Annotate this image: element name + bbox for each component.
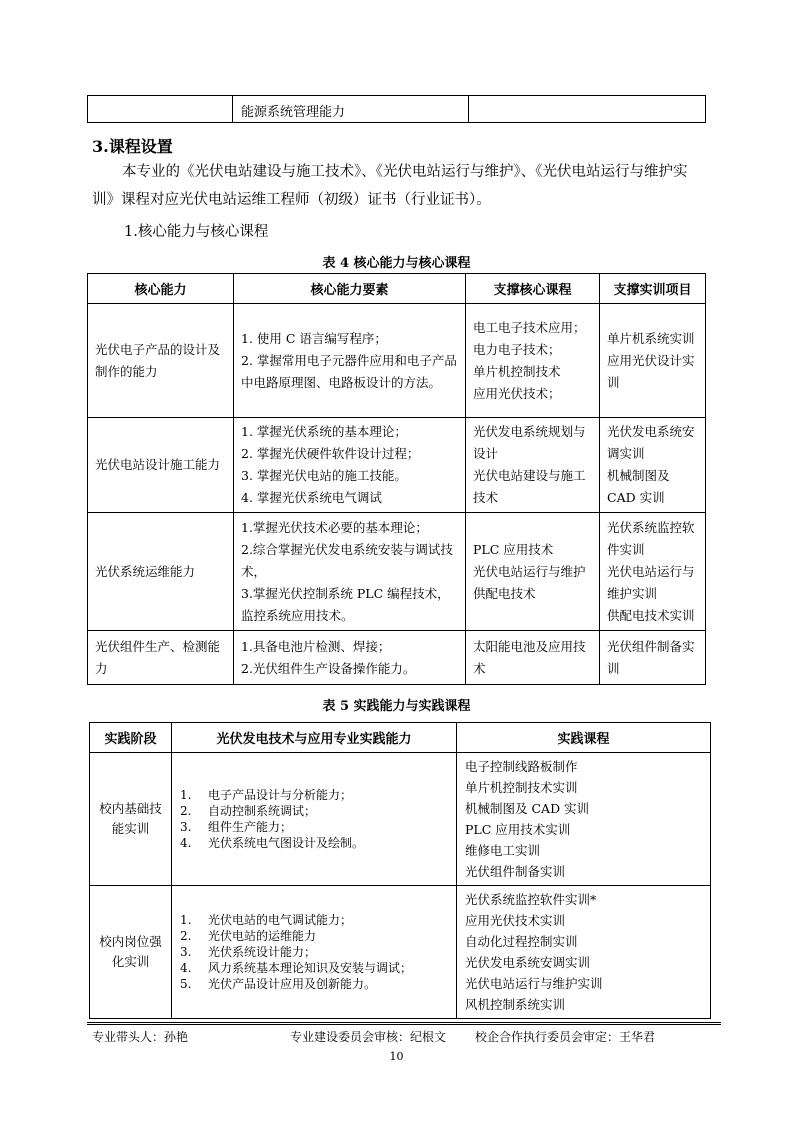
training-item: 光伏发电系统安调实训 [607, 424, 695, 461]
list-item: 4. 光伏系统电气图设计及绘制。 [180, 836, 365, 850]
course-item: 供配电技术 [473, 585, 536, 601]
element-item: 1. 掌握光伏系统的基本理论； [241, 424, 407, 439]
element-item: 2.综合掌握光伏发电系统安装与调试技术， [241, 541, 453, 579]
course-item: 光伏电站运行与维护 [473, 563, 586, 579]
course-item: 电力电子技术； [473, 341, 561, 357]
element-item: 3.掌握光伏控制系统 PLC 编程技术，监控系统应用技术。 [241, 585, 450, 623]
table-row [88, 304, 706, 418]
courses-cell [457, 886, 711, 1019]
list-item: 1. 电子产品设计与分析能力； [180, 788, 353, 802]
table4-header: 支撑核心课程 [466, 274, 600, 304]
top-table-cell: 能源系统管理能力 [233, 96, 469, 122]
stage-cell: 校内岗位强化实训 [90, 886, 172, 1019]
element-item: 3. 掌握光伏电站的施工技能。 [241, 468, 407, 483]
table-row [88, 513, 706, 631]
element-item: 1. 使用 C 语言编写程序； [241, 330, 387, 346]
courses-cell: 太阳能电池及应用技术 [466, 631, 600, 685]
course-item: 光伏组件制备实训 [465, 864, 566, 879]
top-table-cell-empty [88, 96, 233, 122]
abilities-cell [172, 886, 457, 1019]
list-item: 2. 自动控制系统调试； [180, 804, 317, 818]
practice-table [89, 722, 711, 1019]
top-table-cell-empty [469, 96, 705, 122]
subheading: 1.核心能力与核心课程 [124, 224, 269, 240]
training-item: 光伏系统监控软件实训 [607, 519, 695, 557]
course-item: 风机控制系统实训 [465, 997, 566, 1012]
list-item: 3. 光伏系统设计能力； [180, 945, 317, 959]
footer-school: 校企合作执行委员会审定：王华君 [475, 1030, 656, 1044]
courses-cell [466, 513, 600, 631]
elements-cell [234, 631, 466, 685]
table-row [90, 886, 711, 1019]
list-item: 3. 组件生产能力； [180, 820, 293, 834]
course-item: 电工电子技术应用； [473, 319, 586, 335]
stage-cell: 校内基础技能实训 [90, 753, 172, 886]
element-item: 1.具备电池片检测、焊接； [241, 638, 391, 654]
ability-cell: 光伏电子产品的设计及制作的能力 [88, 304, 234, 418]
element-item: 4. 掌握光伏系统电气调试 [241, 490, 382, 505]
training-item: 单片机系统实训 [607, 330, 695, 346]
course-item: 光伏电站建设与施工技术 [473, 468, 586, 505]
elements-cell [234, 304, 466, 418]
footer-committee: 专业建设委员会审核：纪根文 [290, 1030, 447, 1044]
list-item: 1. 光伏电站的电气调试能力； [180, 913, 353, 927]
course-item: 单片机控制技术 [473, 363, 561, 379]
training-cell: 光伏组件制备实训 [600, 631, 706, 685]
course-item: 光伏电站运行与维护实训 [465, 976, 603, 991]
abilities-cell [172, 753, 457, 886]
table5-header: 光伏发电技术与应用专业实践能力 [172, 723, 457, 753]
table-row [90, 753, 711, 886]
ability-cell: 光伏电站设计施工能力 [88, 418, 234, 513]
table-row [88, 418, 706, 513]
course-item: 机械制图及 CAD 实训 [465, 801, 590, 816]
elements-cell [234, 513, 466, 631]
training-item: 应用光伏设计实训 [607, 352, 695, 390]
element-item: 2. 掌握常用电子元器件应用和电子产品中电路原理图、电路板设计的方法。 [241, 352, 457, 390]
elements-cell [234, 418, 466, 513]
list-item: 2. 光伏电站的运维能力 [180, 929, 317, 943]
course-item: 单片机控制技术实训 [465, 780, 578, 795]
courses-cell [466, 418, 600, 513]
table-row [88, 631, 706, 685]
table5-header: 实践阶段 [90, 723, 172, 753]
training-item: 机械制图及 CAD 实训 [607, 468, 670, 505]
course-item: 自动化过程控制实训 [465, 934, 578, 949]
courses-cell [457, 753, 711, 886]
ability-cell: 光伏系统运维能力 [88, 513, 234, 631]
table4-caption: 表 4 核心能力与核心课程 [322, 256, 471, 271]
list-item: 4. 风力系统基本理论知识及安装与调试； [180, 961, 413, 975]
course-item: 应用光伏技术实训 [465, 913, 566, 928]
footer-rule [87, 1022, 721, 1025]
section-heading: 3.课程设置 [92, 137, 173, 156]
training-cell [600, 513, 706, 631]
course-item: 光伏发电系统安调实训 [465, 955, 591, 970]
body-paragraph: 本专业的《光伏电站建设与施工技术》、《光伏电站运行与维护》、《光伏电站运行与维护实训》课程对应光伏电站运维工程师（初级）证书（行业证书）。 [92, 164, 688, 208]
course-item: 光伏系统监控软件实训* [465, 892, 597, 907]
core-ability-table [87, 273, 706, 685]
table4-header: 核心能力要素 [234, 274, 466, 304]
table5-header: 实践课程 [457, 723, 711, 753]
page-number: 10 [389, 1050, 404, 1063]
course-item: 电子控制线路板制作 [465, 759, 578, 774]
element-item: 2. 掌握光伏硬件软件设计过程； [241, 446, 420, 461]
training-item: 光伏电站运行与维护实训 [607, 563, 695, 601]
training-cell [600, 418, 706, 513]
course-item: PLC 应用技术 [473, 541, 554, 557]
course-item: 应用光伏技术； [473, 385, 561, 401]
training-cell [600, 304, 706, 418]
table5-caption: 表 5 实践能力与实践课程 [322, 699, 471, 714]
top-table-remnant [87, 95, 706, 123]
element-item: 1.掌握光伏技术必要的基本理论； [241, 519, 428, 535]
element-item: 2.光伏组件生产设备操作能力。 [241, 660, 416, 676]
list-item: 5. 光伏产品设计应用及创新能力。 [180, 977, 377, 991]
footer-leader: 专业带头人：孙艳 [92, 1030, 189, 1044]
training-item: 供配电技术实训 [607, 607, 695, 623]
course-item: PLC 应用技术实训 [465, 822, 571, 837]
course-item: 维修电工实训 [465, 843, 541, 858]
courses-cell [466, 304, 600, 418]
table4-header: 核心能力 [88, 274, 234, 304]
table4-header: 支撑实训项目 [600, 274, 706, 304]
course-item: 光伏发电系统规划与设计 [473, 424, 586, 461]
ability-cell: 光伏组件生产、检测能力 [88, 631, 234, 685]
